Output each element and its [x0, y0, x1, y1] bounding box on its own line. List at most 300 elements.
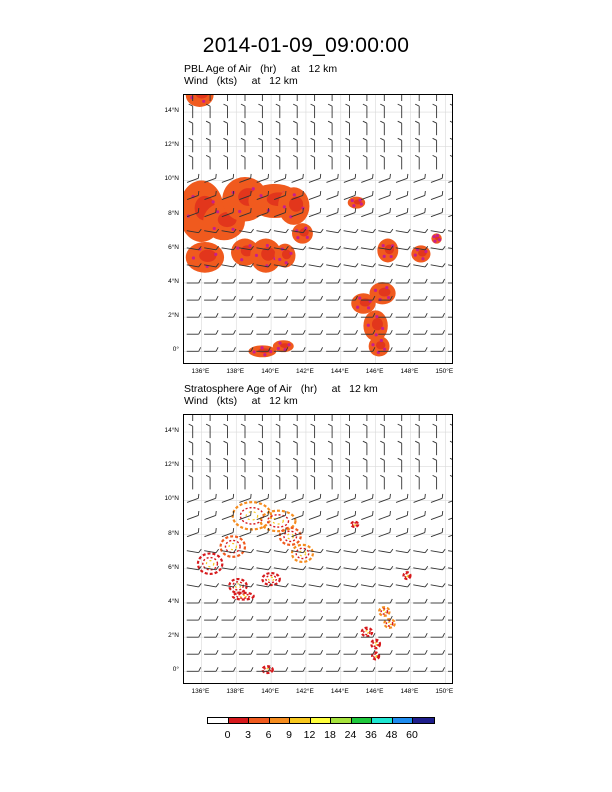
barb-flag [346, 424, 350, 426]
wind-barb [363, 121, 367, 135]
barb-flag [406, 191, 409, 195]
wind-barb [222, 547, 236, 553]
wind-barb [398, 415, 402, 421]
wind-barb [342, 208, 357, 217]
wind-barb [413, 633, 427, 637]
wind-barb [241, 441, 245, 455]
wind-barb [239, 547, 253, 553]
barb-flag [319, 528, 322, 532]
wind-barb [448, 296, 453, 300]
barb-shaft [222, 265, 234, 267]
wind-barb [396, 227, 410, 233]
lon-tick-label: 150°E [435, 368, 454, 375]
barb-flag [301, 174, 304, 178]
barb-flag [433, 138, 437, 140]
wind-barb [206, 138, 210, 152]
plume-ring [233, 502, 271, 529]
barb-flag [398, 104, 402, 106]
colorbar-box [311, 718, 332, 723]
barb-flag [425, 347, 427, 351]
barb-shaft [326, 265, 338, 267]
barb-flag [293, 458, 297, 460]
wind-barb [224, 424, 228, 438]
barb-flag [390, 583, 393, 587]
lon-tick-label: 144°E [330, 368, 349, 375]
wind-barb [187, 599, 201, 603]
barb-flag [206, 155, 210, 157]
wind-barb [309, 313, 323, 317]
lat-tick-label: 8°N [168, 209, 179, 217]
wind-barb [189, 441, 193, 455]
wind-barb [396, 650, 410, 654]
barb-flag [197, 174, 200, 178]
barb-flag [251, 279, 253, 283]
barb-flag [371, 511, 374, 515]
wind-barb [189, 138, 193, 152]
plume-speck [253, 350, 256, 353]
wind-barb [325, 191, 340, 200]
barb-flag [286, 279, 288, 283]
colorbar-label: 3 [245, 729, 251, 741]
plume-ring [280, 528, 301, 545]
lon-tick-label: 148°E [400, 688, 419, 695]
wind-barb [293, 104, 297, 118]
barb-flag [373, 583, 376, 587]
plume-speck [266, 244, 269, 247]
plume-speck [216, 210, 219, 213]
wind-barb [326, 244, 340, 250]
wind-barb [293, 121, 297, 135]
barb-flag [199, 313, 201, 317]
barb-flag [199, 330, 201, 334]
barb-flag [199, 633, 201, 637]
wind-barb [344, 650, 358, 654]
plume-speck [212, 200, 215, 203]
wind-barb [342, 511, 357, 520]
barb-flag [398, 458, 402, 460]
wind-barb [293, 415, 297, 421]
colorbar-label: 36 [365, 729, 377, 741]
barb-flag [390, 279, 392, 283]
barb-flag [268, 330, 270, 334]
wind-barb [412, 528, 427, 537]
colorbar-box [229, 718, 250, 723]
wind-barb [276, 95, 280, 101]
barb-flag [346, 104, 350, 106]
barb-flag [354, 208, 357, 212]
barb-flag [224, 121, 228, 123]
barb-flag [355, 583, 358, 587]
barb-shaft [361, 195, 372, 199]
wind-barb [396, 616, 410, 620]
wind-barb [415, 441, 419, 455]
wind-barb [448, 330, 453, 334]
barb-flag [319, 174, 322, 178]
barb-flag [373, 616, 375, 620]
barb-flag [380, 458, 384, 460]
plume-center [246, 512, 257, 520]
wind-barb [380, 138, 384, 152]
wind-barb [328, 475, 332, 489]
wind-barb [380, 475, 384, 489]
wind-barb [309, 347, 323, 351]
barb-flag [398, 424, 402, 426]
barb-flag [319, 494, 322, 498]
barb-flag [284, 494, 287, 498]
barb-flag [328, 104, 332, 106]
barb-flag [408, 599, 410, 603]
wind-barb [325, 528, 340, 537]
barb-flag [398, 441, 402, 443]
barb-flag [389, 511, 392, 515]
barb-flag [234, 347, 236, 351]
barb-flag [258, 475, 262, 477]
barb-flag [355, 246, 358, 250]
barb-shaft [256, 551, 268, 553]
barb-flag [406, 528, 409, 532]
plume-center [365, 631, 368, 634]
barb-flag [199, 296, 201, 300]
barb-flag [433, 121, 437, 123]
barb-flag [311, 458, 315, 460]
plume-inner [225, 540, 240, 552]
barb-flag [301, 494, 304, 498]
plume-speck [379, 298, 382, 301]
plume-speck [358, 297, 361, 300]
colorbar-box [413, 718, 434, 723]
barb-flag [408, 650, 410, 654]
barb-flag [276, 424, 280, 426]
wind-barb [431, 564, 445, 570]
barb-shaft [361, 515, 372, 519]
plume-speck [352, 204, 355, 207]
age-plume [377, 239, 398, 263]
wind-barb [413, 547, 427, 553]
barb-flag [389, 174, 392, 178]
barb-flag [356, 330, 358, 334]
wind-barb [430, 494, 445, 503]
barb-shaft [396, 195, 407, 199]
barb-flag [443, 279, 445, 283]
plume-speck [296, 236, 299, 239]
barb-flag [443, 549, 446, 553]
wind-barb [430, 174, 445, 183]
barb-flag [216, 633, 218, 637]
barb-flag [233, 566, 236, 570]
barb-flag [371, 191, 374, 195]
wind-barb [363, 138, 367, 152]
barb-flag [303, 616, 305, 620]
pbl-age-map-panel [183, 94, 453, 364]
barb-shaft [378, 265, 390, 267]
plume-speck [375, 315, 378, 318]
barb-flag [390, 330, 392, 334]
wind-barb [308, 208, 323, 217]
wind-barb [224, 415, 228, 421]
wind-barb [380, 155, 384, 169]
barb-flag [338, 279, 340, 283]
wind-barb [290, 174, 305, 183]
wind-barb [431, 581, 445, 587]
wind-barb [239, 616, 253, 620]
wind-barb [413, 347, 427, 351]
barb-flag [224, 104, 228, 106]
plume-speck [382, 244, 385, 247]
wind-barb [203, 511, 218, 520]
wind-barb [396, 313, 410, 317]
plume-speck [374, 289, 377, 292]
plume-core [199, 250, 216, 262]
barb-flag [441, 191, 444, 195]
barb-shaft [361, 585, 373, 587]
barb-flag [425, 650, 427, 654]
lat-tick-label: 12°N [164, 461, 179, 469]
wind-barb [433, 424, 437, 438]
plume-core [360, 298, 371, 306]
barb-shaft [396, 231, 408, 233]
wind-barb [396, 279, 410, 283]
barb-flag [251, 229, 254, 233]
barb-flag [319, 208, 322, 212]
plume-speck [238, 210, 241, 213]
wind-barb [256, 547, 270, 553]
wind-barb [396, 667, 410, 671]
wind-barb [346, 475, 350, 489]
colorbar-label: 12 [303, 729, 316, 741]
wind-barb [204, 547, 218, 553]
barb-flag [371, 174, 374, 178]
lat-tick-label: 6°N [168, 243, 179, 251]
barb-flag [189, 475, 193, 477]
wind-barb [326, 633, 340, 637]
wind-barb [431, 347, 445, 351]
barb-flag [346, 475, 350, 477]
wind-barb [256, 330, 270, 334]
wind-barb [360, 208, 375, 217]
wind-barb [396, 296, 410, 300]
barb-flag [232, 494, 235, 498]
wind-barb [378, 581, 392, 587]
wind-barb [241, 95, 245, 101]
wind-barb [450, 138, 453, 152]
wind-barb [448, 547, 453, 553]
barb-shaft [379, 515, 390, 519]
wind-barb [239, 599, 253, 603]
barb-flag [268, 566, 271, 570]
wind-barb [274, 564, 288, 570]
barb-flag [234, 650, 236, 654]
barb-flag [415, 441, 419, 443]
wind-barb [363, 104, 367, 118]
barb-flag [363, 458, 367, 460]
barb-flag [276, 155, 280, 157]
colorbar-label: 18 [324, 729, 336, 741]
barb-shaft [274, 585, 286, 587]
plume-speck [359, 198, 362, 201]
barb-flag [355, 263, 358, 267]
barb-flag [234, 279, 236, 283]
wind-barb [311, 415, 315, 421]
wind-barb [395, 208, 410, 217]
barb-flag [433, 424, 437, 426]
wind-barb [448, 313, 453, 317]
colorbar-label: 48 [385, 729, 398, 741]
age-plume [292, 223, 313, 244]
wind-barb [326, 347, 340, 351]
barb-flag [258, 458, 262, 460]
wind-barb [377, 174, 392, 183]
wind-barb [290, 494, 305, 503]
barb-shaft [413, 265, 425, 267]
barb-flag [336, 191, 339, 195]
wind-barb [326, 667, 340, 671]
barb-flag [311, 138, 315, 140]
barb-flag [303, 650, 305, 654]
wind-barb [344, 547, 358, 553]
barb-flag [286, 566, 289, 570]
wind-barb [447, 494, 453, 503]
plume-center [406, 575, 408, 577]
plume-ring [221, 536, 245, 557]
wind-barb [309, 261, 323, 267]
wind-barb [346, 104, 350, 118]
barb-flag [216, 583, 219, 587]
barb-flag [425, 279, 427, 283]
barb-flag [224, 441, 228, 443]
barb-flag [206, 138, 210, 140]
wind-barb [378, 227, 392, 233]
wind-barb [222, 313, 236, 317]
lon-tick-label: 142°E [296, 368, 314, 375]
wind-barb [361, 279, 375, 283]
barb-flag [303, 263, 306, 267]
wind-barb [222, 667, 236, 671]
plume-speck [252, 187, 255, 190]
wind-barb [222, 261, 236, 267]
barb-flag [268, 279, 270, 283]
wind-barb [203, 494, 218, 503]
barb-flag [249, 494, 252, 498]
barb-flag [425, 296, 427, 300]
colorbar-label: 24 [344, 729, 357, 741]
wind-barb [309, 599, 323, 603]
wind-barb [220, 494, 235, 503]
barb-shaft [431, 515, 442, 519]
wind-barb [326, 564, 340, 570]
barb-shaft [187, 585, 199, 587]
age-plume [362, 628, 372, 637]
wind-barb [291, 616, 305, 620]
barb-flag [321, 616, 323, 620]
wind-barb [360, 511, 375, 520]
plume-speck [213, 227, 216, 230]
barb-flag [303, 667, 305, 671]
wind-barb [328, 424, 332, 438]
barb-flag [286, 599, 288, 603]
wind-barb [187, 581, 201, 587]
wind-barb [363, 95, 367, 101]
wind-barb [361, 667, 375, 671]
barb-flag [371, 528, 374, 532]
barb-shaft [309, 195, 320, 199]
lon-tick-label: 142°E [296, 688, 314, 695]
barb-flag [319, 191, 322, 195]
plume-speck [192, 256, 195, 259]
barb-flag [373, 549, 376, 553]
barb-flag [258, 121, 262, 123]
barb-flag [450, 155, 453, 157]
wind-barb [204, 581, 218, 587]
wind-barb [413, 650, 427, 654]
plume-inner [240, 508, 263, 524]
barb-flag [433, 441, 437, 443]
wind-barb [186, 494, 201, 503]
barb-flag [408, 583, 411, 587]
plume-speck [438, 238, 441, 241]
barb-flag [406, 208, 409, 212]
barb-flag [390, 599, 392, 603]
barb-flag [189, 138, 193, 140]
wind-barb [241, 155, 245, 169]
barb-flag [338, 347, 340, 351]
barb-flag [441, 511, 444, 515]
barb-shaft [448, 231, 453, 233]
wind-barb [344, 244, 358, 250]
barb-flag [321, 279, 323, 283]
barb-flag [268, 296, 270, 300]
barb-flag [267, 174, 270, 178]
plume-speck [283, 205, 286, 208]
wind-barb [309, 650, 323, 654]
barb-shaft [396, 515, 407, 519]
barb-flag [423, 191, 426, 195]
wind-barb [241, 415, 245, 421]
plume-speck [285, 261, 288, 264]
barb-flag [286, 633, 288, 637]
wind-barb [377, 511, 392, 520]
barb-flag [390, 347, 392, 351]
barb-flag [408, 549, 411, 553]
barb-flag [301, 511, 304, 515]
plume-speck [360, 202, 363, 205]
barb-flag [321, 229, 324, 233]
barb-shaft [414, 515, 425, 519]
barb-flag [406, 174, 409, 178]
wind-barb [450, 155, 453, 169]
wind-barb [378, 633, 392, 637]
panel2-title [184, 383, 378, 407]
barb-flag [321, 246, 324, 250]
wind-barb [325, 174, 340, 183]
barb-flag [321, 667, 323, 671]
stratosphere-age-map-panel [183, 414, 453, 684]
wind-barb [361, 564, 375, 570]
barb-shaft [344, 515, 355, 519]
wind-barb [291, 650, 305, 654]
wind-barb [308, 191, 323, 200]
wind-barb [222, 564, 236, 570]
plume-speck [381, 327, 384, 330]
wind-barb [346, 138, 350, 152]
age-plume [292, 545, 313, 562]
wind-barb [415, 104, 419, 118]
wind-barb [360, 494, 375, 503]
wind-barb [378, 599, 392, 603]
barb-shaft [413, 585, 425, 587]
wind-barb [291, 667, 305, 671]
barb-shaft [239, 551, 251, 553]
wind-barb [256, 650, 270, 654]
